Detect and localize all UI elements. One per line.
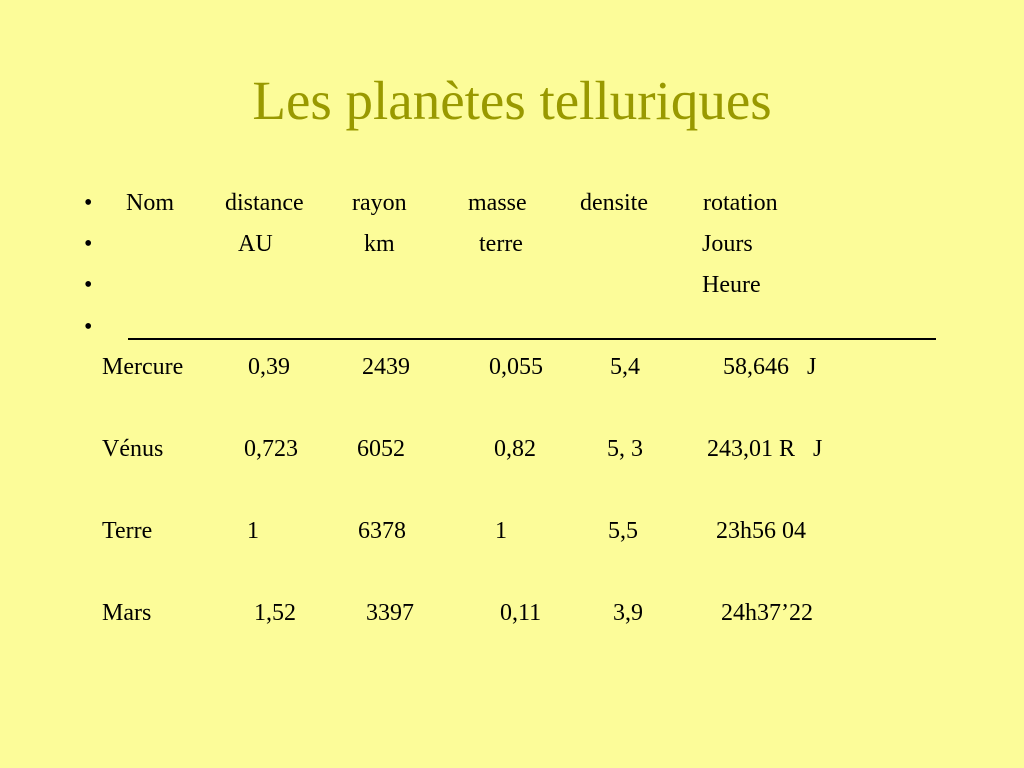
slide-title: Les planètes telluriques bbox=[252, 70, 772, 131]
planet-densite: 3,9 bbox=[613, 600, 643, 626]
planet-rayon: 6052 bbox=[357, 436, 405, 462]
bullet-marker: • bbox=[84, 231, 93, 257]
planet-rayon: 6378 bbox=[358, 518, 406, 544]
unit-rotation-jours: Jours bbox=[702, 231, 753, 257]
planet-masse: 1 bbox=[495, 518, 507, 544]
bullet-marker: • bbox=[84, 314, 93, 340]
planet-distance: 1,52 bbox=[254, 600, 296, 626]
column-header-masse: masse bbox=[468, 190, 527, 216]
planet-rayon: 2439 bbox=[362, 354, 410, 380]
unit-masse: terre bbox=[479, 231, 523, 257]
planet-name: Mars bbox=[102, 600, 152, 626]
bullet-marker: • bbox=[84, 272, 93, 298]
bullet-marker: • bbox=[84, 190, 93, 216]
column-header-distance: distance bbox=[225, 190, 304, 216]
unit-distance: AU bbox=[238, 231, 273, 257]
planet-distance: 0,723 bbox=[244, 436, 298, 462]
planet-densite: 5,5 bbox=[608, 518, 638, 544]
planet-name: Terre bbox=[102, 518, 153, 544]
column-header-rotation: rotation bbox=[703, 190, 778, 216]
column-header-nom: Nom bbox=[126, 190, 174, 216]
planet-masse: 0,055 bbox=[489, 354, 543, 380]
planet-densite: 5,4 bbox=[610, 354, 640, 380]
planet-rotation: 58,646 J bbox=[723, 354, 817, 380]
planet-masse: 0,82 bbox=[494, 436, 536, 462]
planet-name: Vénus bbox=[102, 436, 164, 462]
planet-distance: 0,39 bbox=[248, 354, 290, 380]
column-header-densite: densite bbox=[580, 190, 648, 216]
unit-rotation-heure: Heure bbox=[702, 272, 761, 298]
planet-rotation: 243,01 R J bbox=[707, 436, 823, 462]
planet-rotation: 23h56 04 bbox=[716, 518, 806, 544]
planet-densite: 5, 3 bbox=[607, 436, 643, 462]
planet-distance: 1 bbox=[247, 518, 259, 544]
planet-name: Mercure bbox=[102, 354, 184, 380]
separator-line bbox=[128, 338, 936, 340]
planet-masse: 0,11 bbox=[500, 600, 542, 626]
planet-rotation: 24h37’22 bbox=[721, 600, 813, 626]
column-header-rayon: rayon bbox=[352, 190, 407, 216]
planet-rayon: 3397 bbox=[366, 600, 414, 626]
unit-rayon: km bbox=[364, 231, 395, 257]
